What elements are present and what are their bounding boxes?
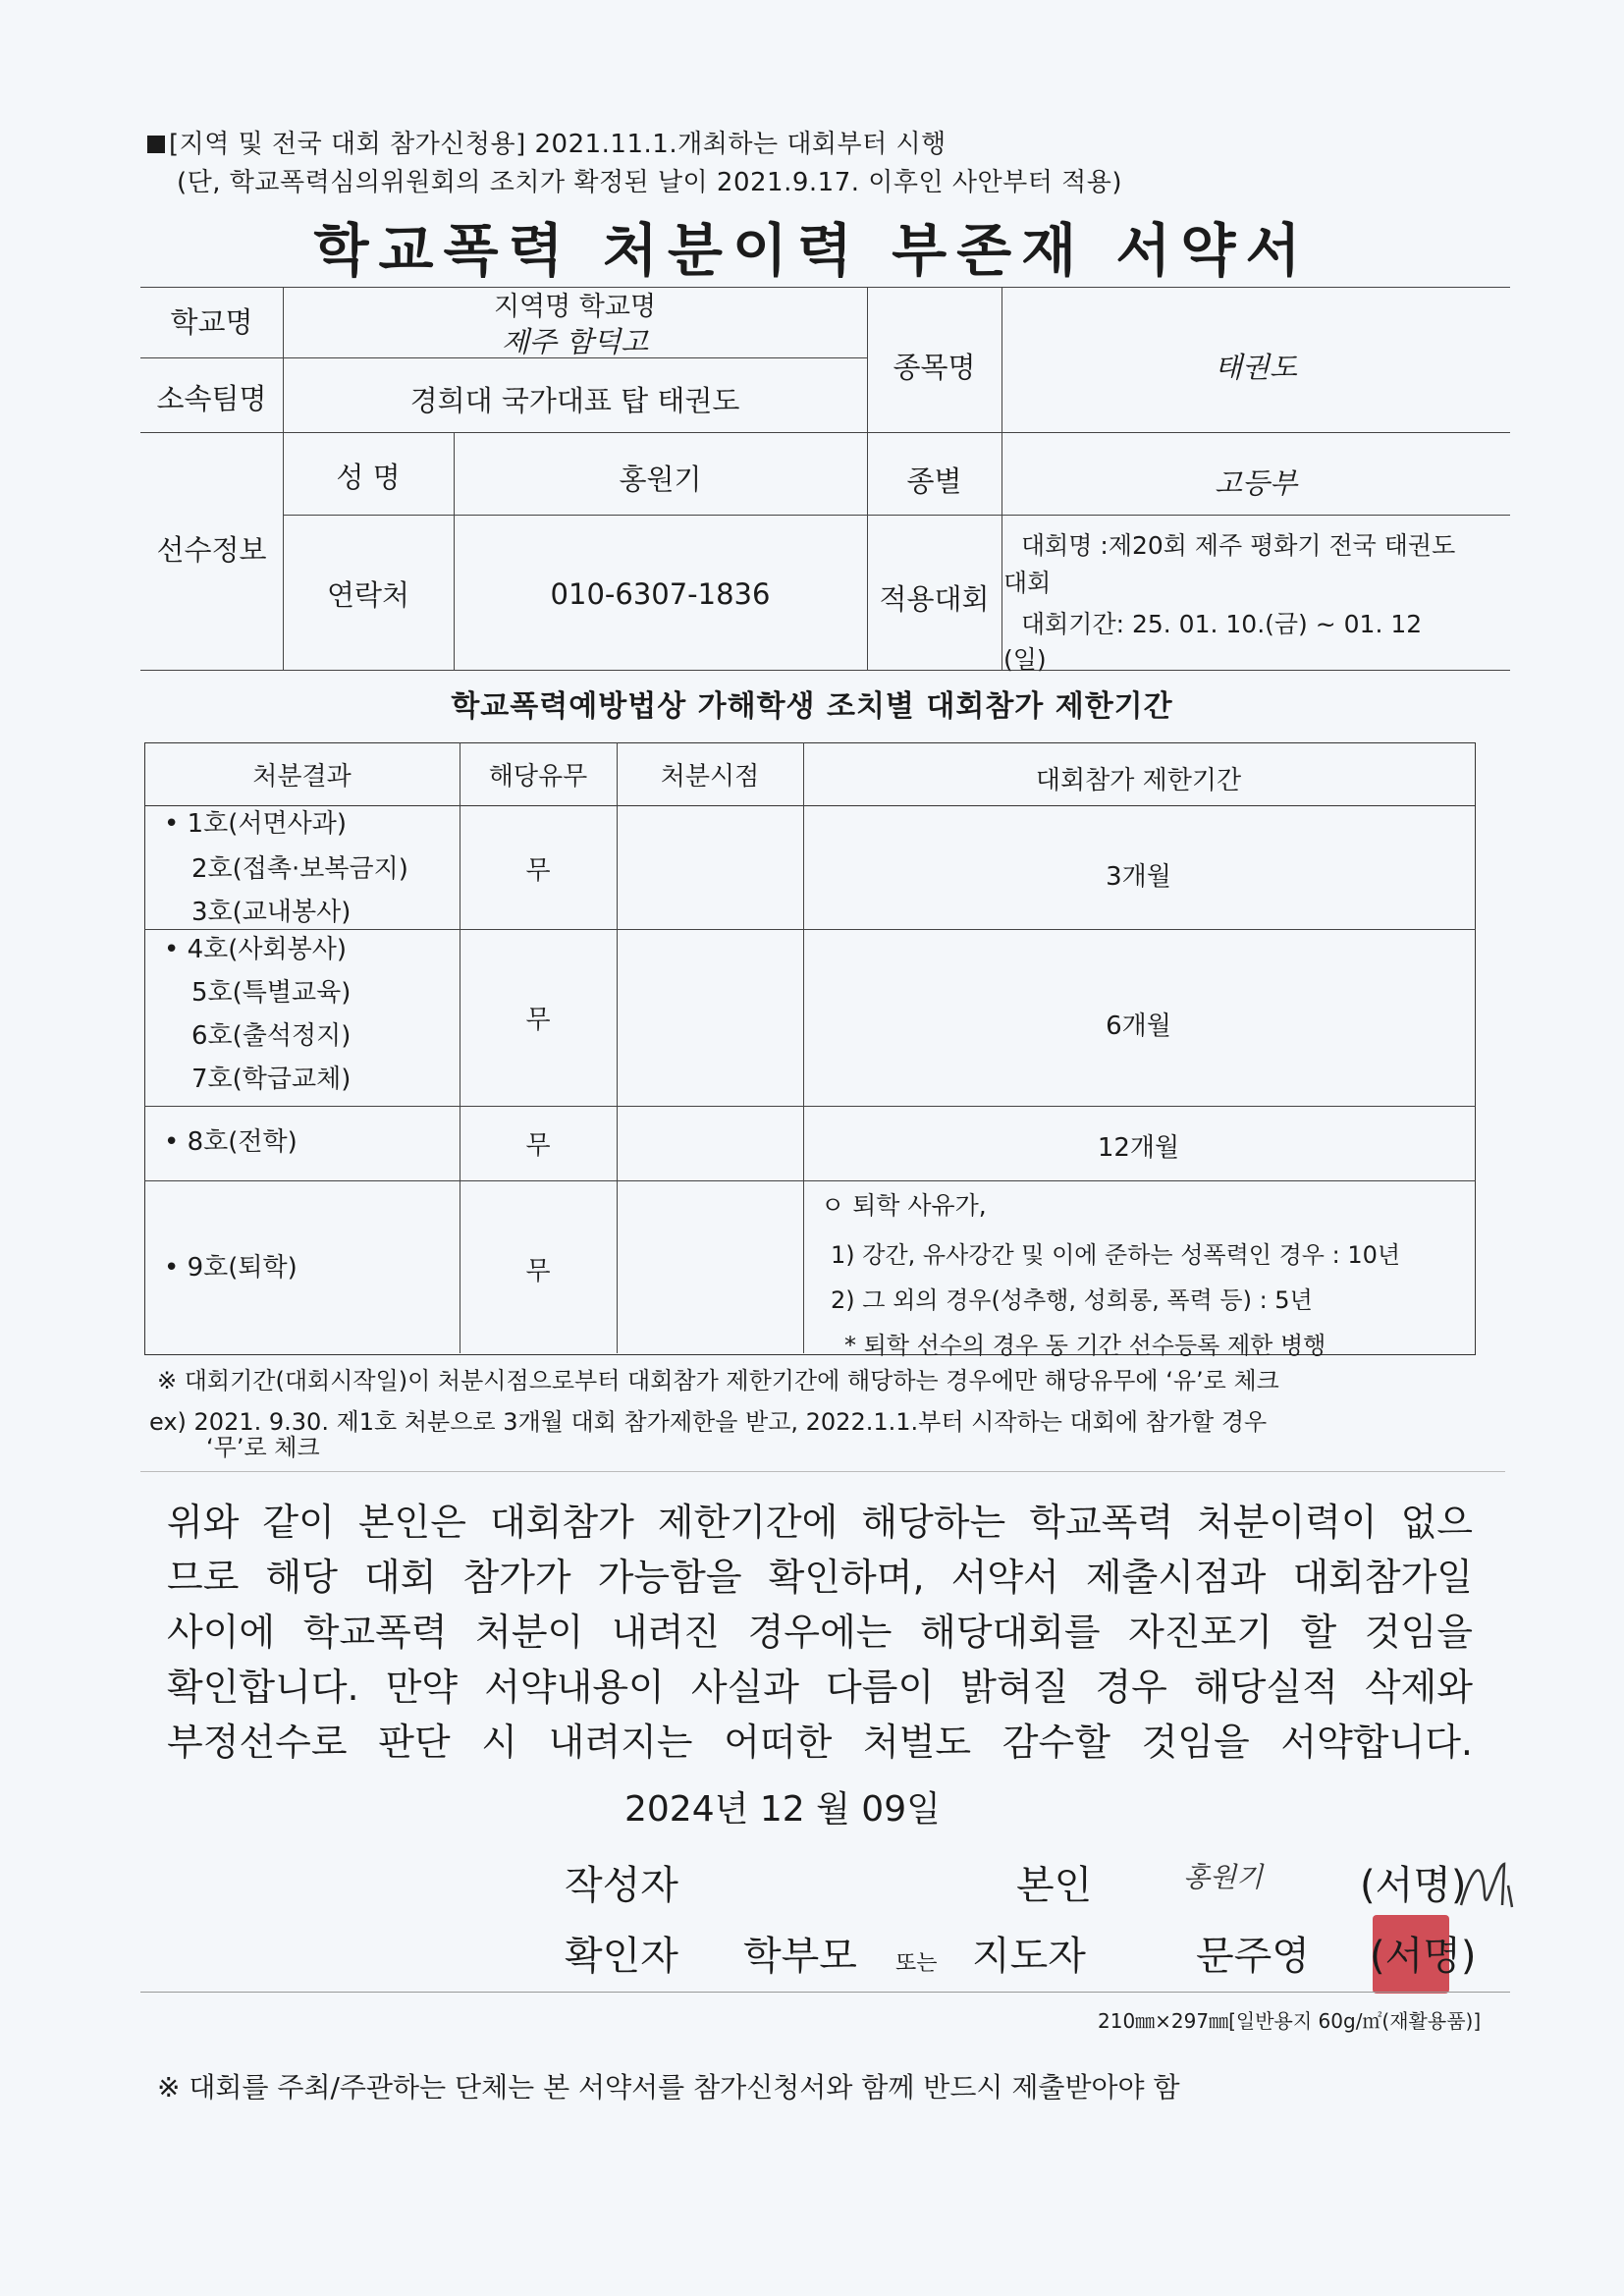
row2-item-3: 6호(출석정지) [191,1021,352,1051]
division-label: 종별 [906,465,962,498]
school-label: 학교명 [170,305,253,339]
contact-label: 연락처 [326,578,410,612]
bottom-note: ※ 대회를 주최/주관하는 단체는 본 서약서를 참가신청서와 함께 반드시 제출받아야 함 [157,2071,1180,2104]
team-label: 소속팀명 [156,382,267,415]
header-time: 처분시점 [660,762,760,792]
table-title: 학교폭력예방법상 가해학생 조치별 대회참가 제한기간 [451,689,1173,724]
document-title: 학교폭력 처분이력 부존재 서약서 [313,217,1311,284]
row3-applicable: 무 [525,1131,551,1161]
sign-placeholder-1: (서명) [1360,1863,1467,1908]
row4-period-line-4: * 퇴학 선수의 경우 동 기간 선수등록 제한 병행 [844,1332,1326,1359]
pledge-date: 2024년 12 월 09일 [624,1789,941,1830]
name-value: 홍원기 [619,463,702,496]
sign-placeholder-2: (서명) [1370,1934,1477,1979]
row3-period: 12개월 [1097,1133,1180,1163]
row1-item-3: 3호(교내봉사) [191,898,352,927]
event-label: 종목명 [893,351,976,384]
self-signature: 홍원기 [1183,1861,1264,1893]
divider-2 [140,1992,1510,1993]
team-value: 경희대 국가대표 탑 태권도 [409,384,740,417]
row4-period-line-3: 2) 그 외의 경우(성추행, 성희롱, 폭력 등) : 5년 [831,1286,1313,1314]
school-sub-label: 지역명 학교명 [493,292,657,322]
footnote-example-cont: ‘무’로 체크 [206,1434,320,1461]
coach-label: 지도자 [972,1934,1086,1979]
row1-applicable: 무 [525,856,551,886]
competition-name: 대회명 :제20회 제주 평화기 전국 태권도 [1021,531,1456,560]
player-label: 선수정보 [156,533,267,567]
col-line-3 [803,742,804,1353]
division-value: 고등부 [1214,466,1298,500]
row4-applicable: 무 [525,1257,551,1286]
info-line-bottom [140,670,1510,671]
contact-value: 010-6307-1836 [550,577,771,611]
row4-period-line-2: 1) 강간, 유사강간 및 이에 준하는 성폭력인 경우 : 10년 [831,1241,1401,1269]
header-result: 처분결과 [252,762,352,792]
competition-period: 대회기간: 25. 01. 10.(금) ~ 01. 12 [1021,610,1423,638]
pledge-line-4: 확인합니다. 만약 서약내용이 사실과 다름이 밝혀질 경우 해당실적 삭제와 [167,1666,1473,1709]
row1-period: 3개월 [1106,862,1171,892]
confirm-label: 확인자 [565,1934,678,1979]
notice-line-1: [지역 및 전국 대회 참가신청용] 2021.11.1.개최하는 대회부터 시행 [147,124,947,160]
row2-applicable: 무 [525,1006,551,1035]
row-line-2 [144,1106,1476,1107]
row2-period: 6개월 [1106,1011,1171,1041]
competition-label: 적용대회 [879,582,990,616]
competition-name-cont: 대회 [1003,569,1052,597]
pledge-line-3: 사이에 학교폭력 처분이 내려진 경우에는 해당대회를 자진포기 할 것임을 [167,1611,1473,1654]
row-line-3 [144,1180,1476,1181]
info-line-team [140,432,1510,433]
event-value: 태권도 [1214,351,1298,384]
info-line-name [283,515,1510,516]
notice-line-2: (단, 학교폭력심의위원회의 조치가 확정된 날이 2021.9.17. 이후인 사안부터 적용) [177,168,1123,197]
or-label: 또는 [895,1951,938,1976]
parent-label: 학부모 [743,1934,857,1979]
divider-1 [140,1471,1505,1472]
coach-name: 문주영 [1196,1934,1310,1979]
row4-item-1: • 9호(퇴학) [164,1253,298,1283]
row4-period-line-1: ㅇ 퇴학 사유가, [821,1191,987,1220]
school-value: 제주 함덕고 [501,325,649,358]
row3-item-1: • 8호(전학) [164,1127,298,1157]
square-bullet-icon [147,136,165,153]
col-line-2 [617,742,618,1353]
pledge-line-2: 므로 해당 대회 참가가 가능함을 확인하며, 서약서 제출시점과 대회참가일 [167,1556,1473,1599]
header-period: 대회참가 제한기간 [1035,766,1242,795]
pledge-line-5: 부정선수로 판단 시 내려지는 어떠한 처벌도 감수할 것임을 서약합니다. [167,1721,1473,1764]
row2-item-2: 5호(특별교육) [191,978,352,1008]
row2-item-1: • 4호(사회봉사) [164,935,348,964]
pledge-line-1: 위와 같이 본인은 대회참가 제한기간에 해당하는 학교폭력 처분이력이 없으 [167,1501,1473,1544]
paper-spec: 210㎜×297㎜[일반용지 60g/㎡(재활용품)] [1098,2009,1482,2033]
writer-label: 작성자 [565,1863,678,1908]
footnote-example: ex) 2021. 9.30. 제1호 처분으로 3개월 대회 참가제한을 받고, 2022.1.1.부터 시작하는 대회에 참가할 경우 [149,1408,1268,1436]
header-applicable: 해당유무 [488,762,588,792]
competition-period-cont: (일) [1003,645,1047,674]
row1-item-1: • 1호(서면사과) [164,809,348,839]
name-label: 성 명 [336,461,401,494]
row2-item-4: 7호(학급교체) [191,1065,352,1094]
signature-scribble-icon [1453,1846,1522,1925]
self-label: 본인 [1016,1863,1093,1908]
row1-item-2: 2호(접촉·보복금지) [191,854,408,884]
footnote-check: ※ 대회기간(대회시작일)이 처분시점으로부터 대회참가 제한기간에 해당하는 경우에만 해당유무에 ‘유’로 체크 [157,1367,1279,1394]
